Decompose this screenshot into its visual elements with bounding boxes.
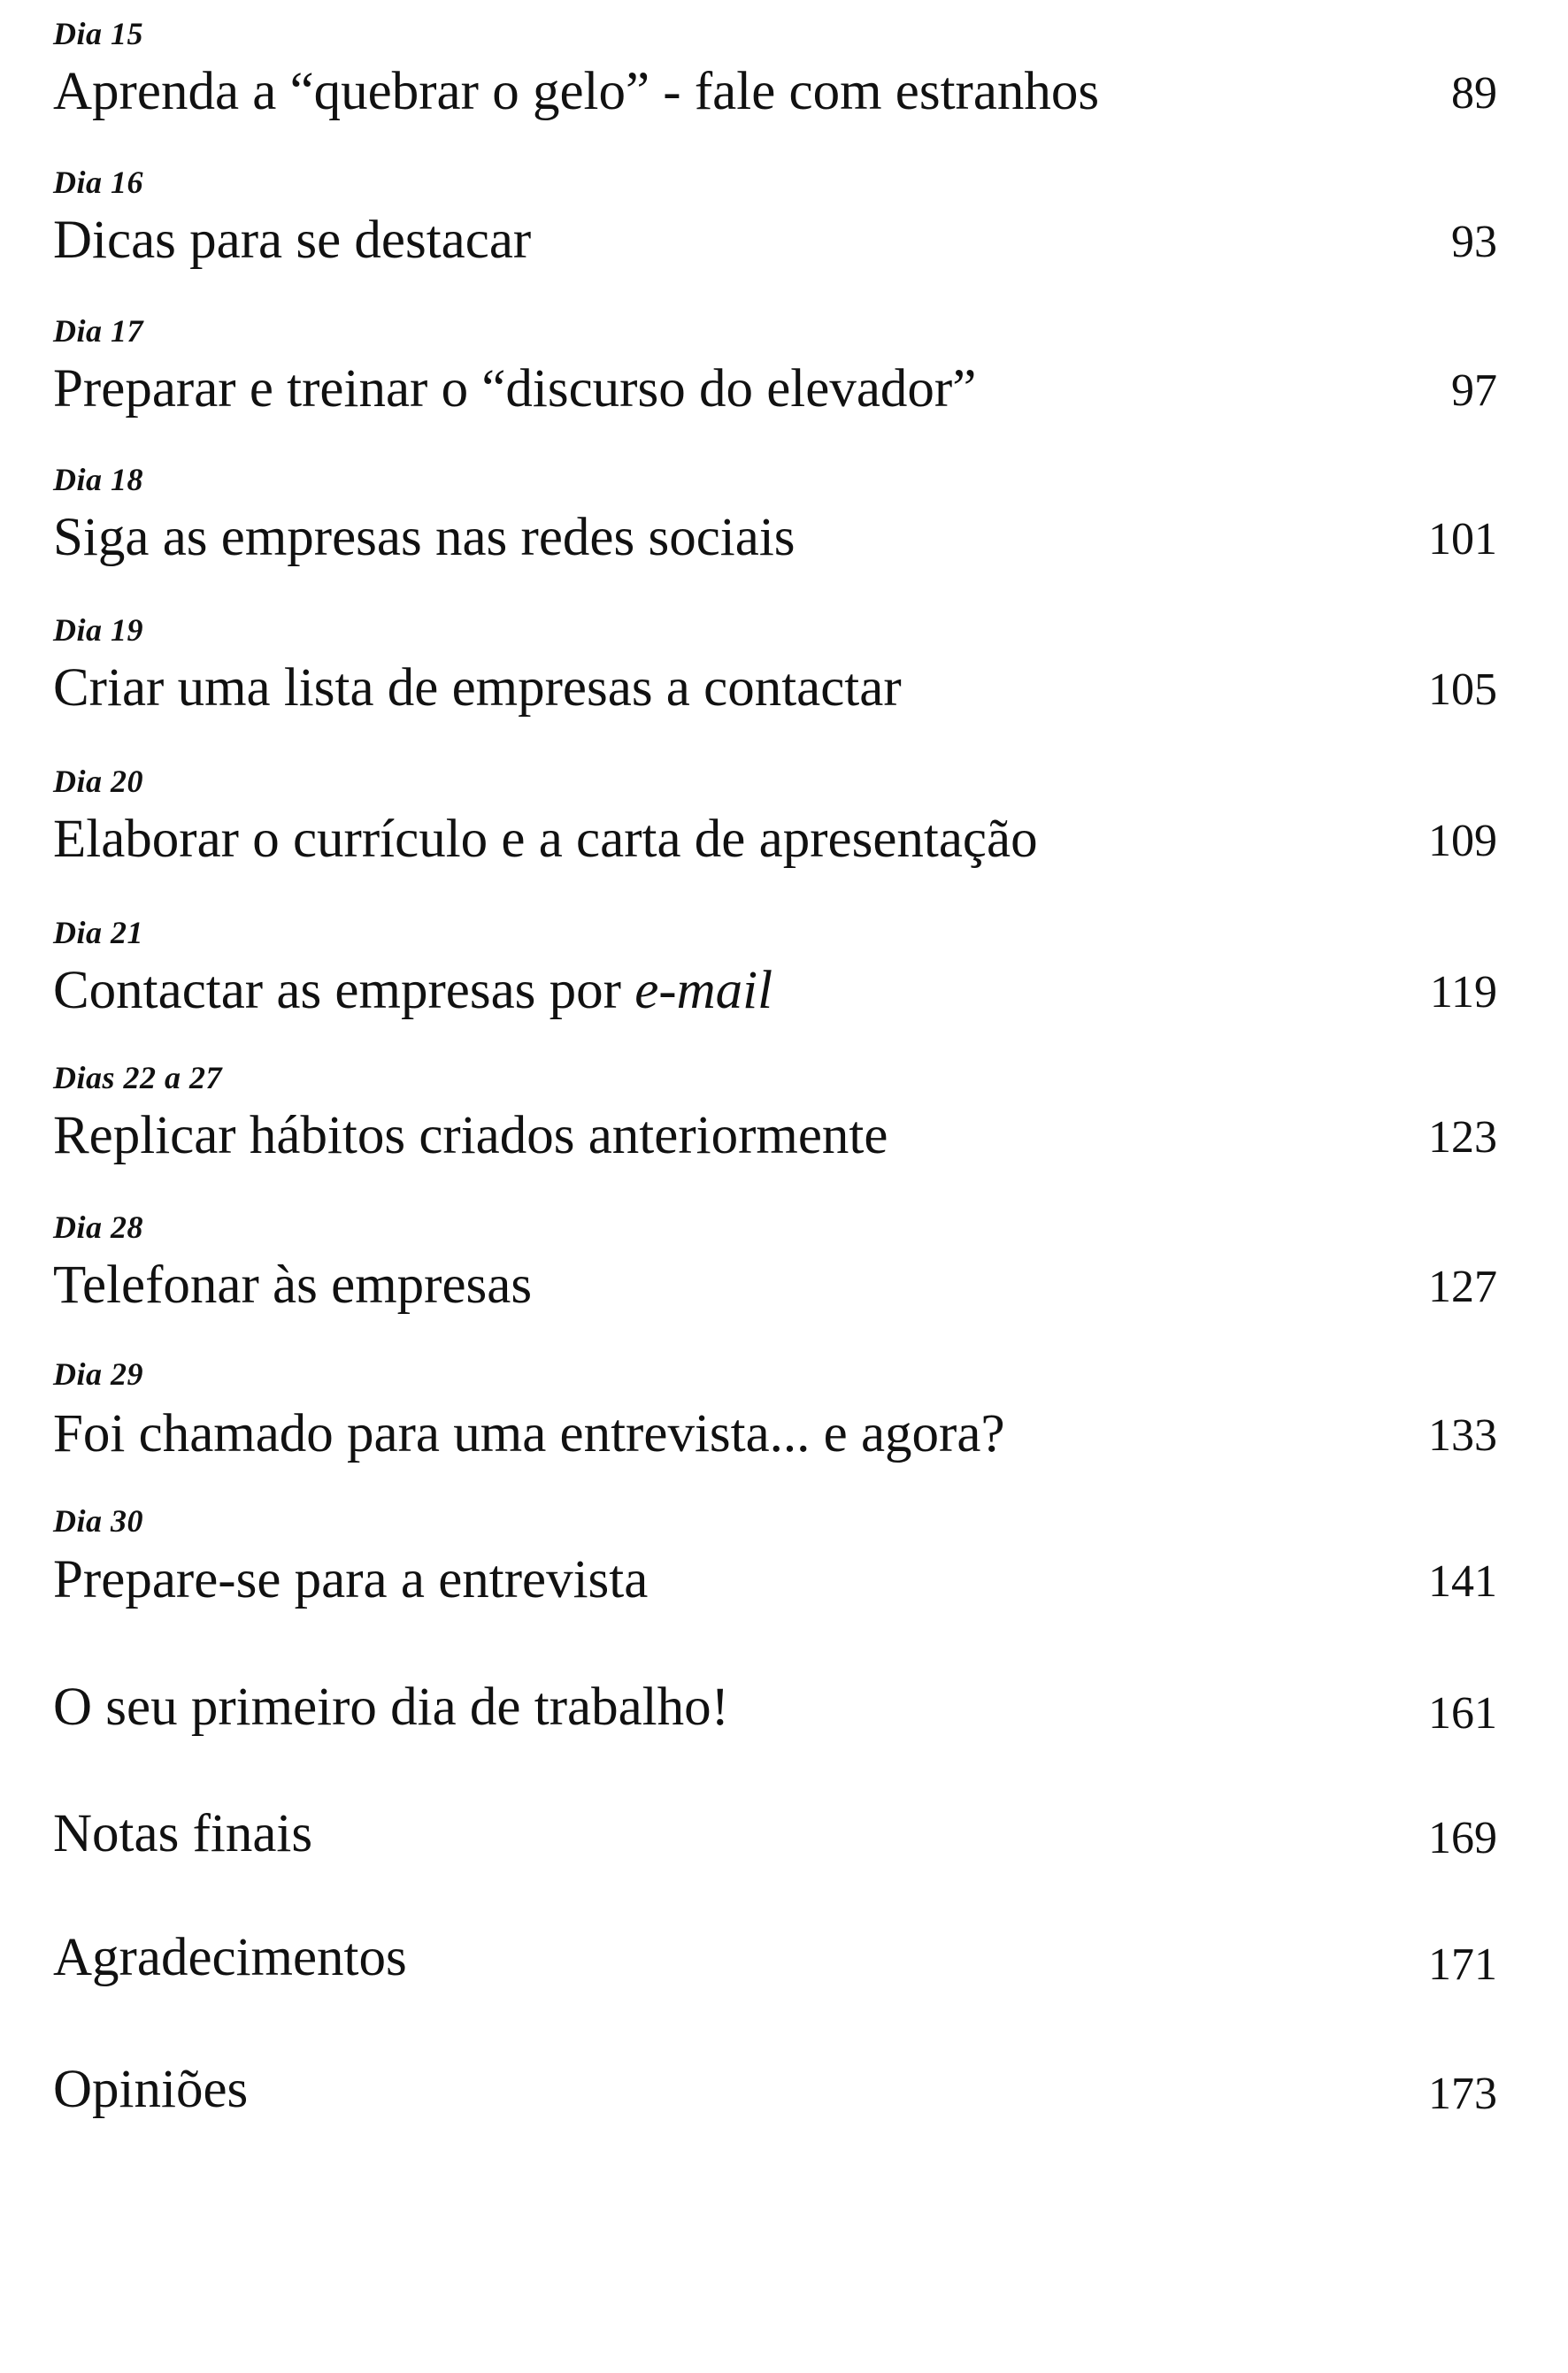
toc-day-label: Dia 28 (53, 1210, 143, 1245)
toc-day-label: Dia 21 (53, 915, 143, 950)
toc-day-label: Dia 29 (53, 1356, 143, 1392)
toc-entry-title: Notas finais (53, 1804, 313, 1863)
toc-day-label: Dia 19 (53, 612, 143, 648)
toc-entry-title (53, 959, 772, 1023)
toc-day-label: Dias 22 a 27 (53, 1060, 223, 1095)
toc-page-number: 105 (1428, 664, 1497, 715)
toc-entry-title: Preparar e treinar o “discurso do elevador” (53, 359, 977, 419)
toc-page-number: 101 (1428, 514, 1497, 564)
toc-page-number: 123 (1428, 1112, 1497, 1163)
toc-entry-title: O seu primeiro dia de trabalho! (53, 1678, 729, 1737)
toc-day-label: Dia 18 (53, 462, 143, 497)
toc-entry-title-emphasis: e-mail (634, 961, 773, 1020)
toc-page-number: 171 (1428, 1939, 1497, 1990)
toc-entry-title: Telefonar às empresas (53, 1256, 533, 1315)
toc-entry-title: Replicar hábitos criados anteriormente (53, 1106, 888, 1165)
toc-entry-title: Dicas para se destacar (53, 211, 532, 270)
toc-page-number: 119 (1429, 967, 1497, 1018)
toc-entry-title: Opiniões (53, 2060, 249, 2119)
toc-entry-title: Foi chamado para uma entrevista... e agora? (53, 1404, 1005, 1463)
toc-entry-title: Prepare-se para a entrevista (53, 1550, 649, 1609)
toc-entry-title: Aprenda a “quebrar o gelo” - fale com estranhos (53, 62, 1100, 121)
toc-day-label: Dia 30 (53, 1503, 143, 1539)
toc-entry-title-text: Contactar as empresas por (53, 961, 635, 1020)
toc-day-label: Dia 16 (53, 165, 143, 200)
toc-entry-title: Siga as empresas nas redes sociais (53, 508, 796, 567)
toc-entry-title: Elaborar o currículo e a carta de apresentação (53, 810, 1038, 869)
toc-page-number: 127 (1428, 1262, 1497, 1312)
toc-entry-title: Criar uma lista de empresas a contactar (53, 658, 902, 718)
toc-entry-title: Agradecimentos (53, 1928, 407, 1987)
toc-page-number: 93 (1451, 217, 1497, 267)
toc-page-number: 109 (1428, 816, 1497, 866)
toc-page-number: 89 (1451, 68, 1497, 119)
toc-page-number: 97 (1451, 365, 1497, 416)
toc-day-label: Dia 17 (53, 313, 143, 349)
toc-day-label: Dia 20 (53, 764, 143, 799)
toc-page-number: 161 (1428, 1688, 1497, 1739)
toc-page-number: 141 (1428, 1556, 1497, 1607)
toc-page-number: 169 (1428, 1813, 1497, 1863)
toc-page-number: 173 (1428, 2069, 1497, 2119)
toc-page-number: 133 (1428, 1410, 1497, 1461)
toc-day-label: Dia 15 (53, 16, 143, 51)
